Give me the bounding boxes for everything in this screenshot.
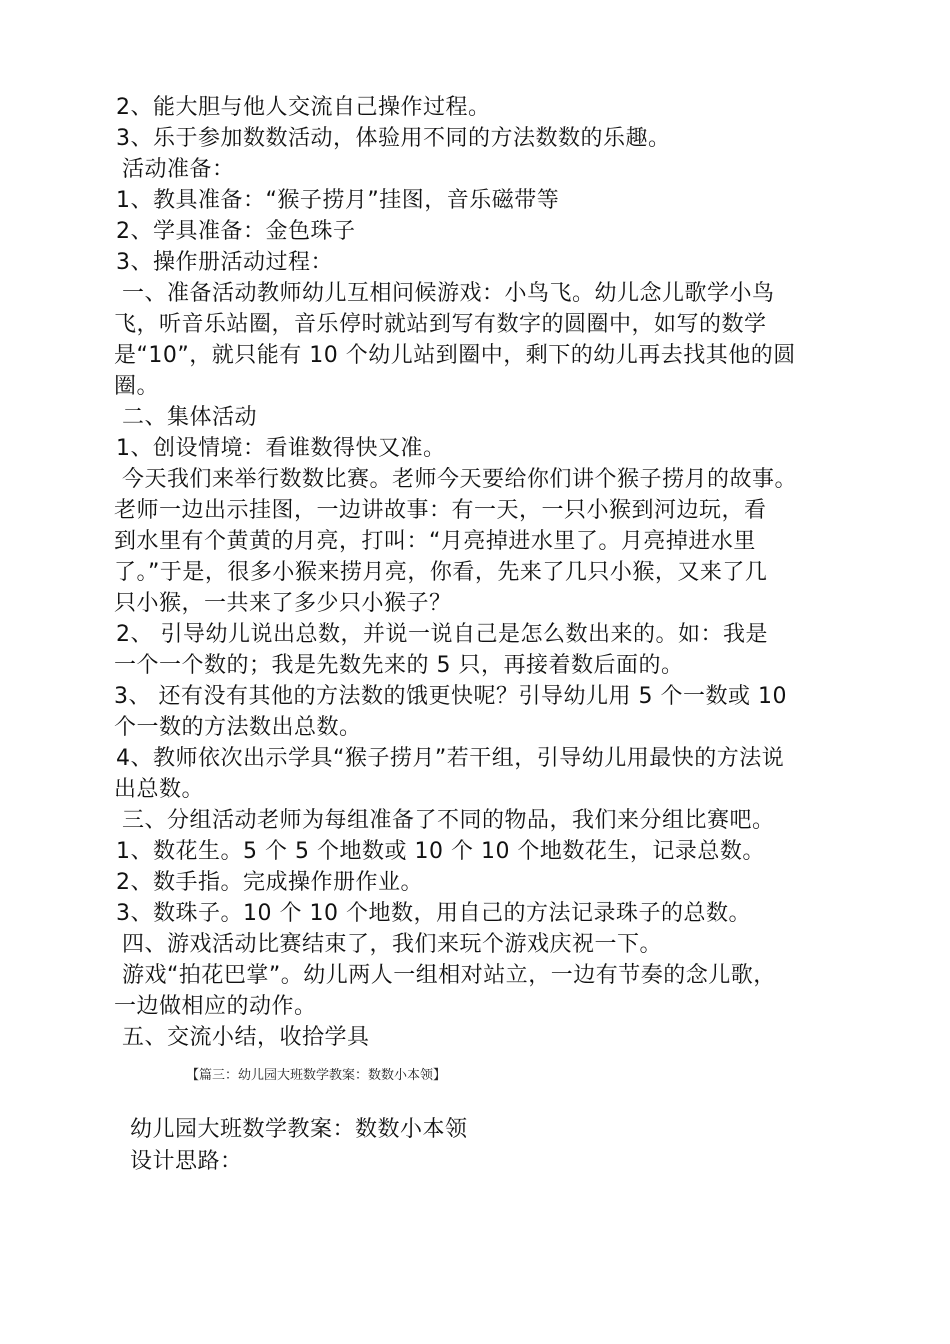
text-line: 1、创设情境：看谁数得快又准。 <box>116 436 446 461</box>
text-line: 到水里有个黄黄的月亮，打叫：“月亮掉进水里了。月亮掉进水里 <box>114 529 756 554</box>
text-line: 4、教师依次出示学具“猴子捞月”若干组，引导幼儿用最快的方法说 <box>116 746 785 771</box>
section-title: 幼儿园大班数学教案：数数小本领 <box>130 1117 468 1142</box>
text-line: 四、游戏活动比赛结束了，我们来玩个游戏庆祝一下。 <box>122 932 663 957</box>
text-line: 3、 还有没有其他的方法数的饿更快呢？引导幼儿用 5 个一数或 10 <box>114 684 787 709</box>
text-line: 游戏“拍花巴掌”。幼儿两人一组相对站立，一边有节奏的念儿歌， <box>122 963 776 988</box>
text-line: 了。”于是，很多小猴来捞月亮，你看，先来了几只小猴，又来了几 <box>114 560 768 585</box>
text-line: 2、学具准备：金色珠子 <box>116 219 356 244</box>
text-line: 一、准备活动教师幼儿互相问候游戏：小鸟飞。幼儿念儿歌学小鸟 <box>122 281 775 306</box>
text-line: 3、数珠子。10 个 10 个地数，用自己的方法记录珠子的总数。 <box>116 901 751 926</box>
text-line: 三、分组活动老师为每组准备了不同的物品，我们来分组比赛吧。 <box>122 808 775 833</box>
next-section <box>130 1114 468 1178</box>
text-line: 1、教具准备：“猴子捞月”挂图，音乐磁带等 <box>116 188 560 213</box>
text-line: 只小猴，一共来了多少只小猴子？ <box>114 591 452 616</box>
text-line: 出总数。 <box>114 777 205 802</box>
text-line: 圈。 <box>114 374 160 399</box>
text-line: 今天我们来举行数数比赛。老师今天要给你们讲个猴子捞月的故事。 <box>122 467 798 492</box>
text-line: 个一数的方法数出总数。 <box>114 715 362 740</box>
text-line: 活动准备： <box>122 157 235 182</box>
text-line: 飞，听音乐站圈，音乐停时就站到写有数字的圆圈中，如写的数学 <box>114 312 767 337</box>
text-line: 2、 引导幼儿说出总数，并说一说自己是怎么数出来的。如：我是 <box>116 622 768 647</box>
text-line: 3、操作册活动过程： <box>116 250 333 275</box>
text-line: 五、交流小结，收拾学具 <box>122 1025 370 1050</box>
text-line: 3、乐于参加数数活动，体验用不同的方法数数的乐趣。 <box>116 126 671 151</box>
text-line: 2、数手指。完成操作册作业。 <box>116 870 423 895</box>
text-line: 是“10”，就只能有 10 个幼儿站到圈中，剩下的幼儿再去找其他的圆 <box>114 343 796 368</box>
text-line: 一个一个数的；我是先数先来的 5 只，再接着数后面的。 <box>114 653 684 678</box>
section-caption: 【篇三：幼儿园大班数学教案：数数小本领】 <box>186 1068 447 1083</box>
text-line: 1、数花生。5 个 5 个地数或 10 个 10 个地数花生，记录总数。 <box>116 839 765 864</box>
text-line: 一边做相应的动作。 <box>114 994 317 1019</box>
text-line: 2、能大胆与他人交流自己操作过程。 <box>116 95 491 120</box>
text-line: 老师一边出示挂图，一边讲故事：有一天，一只小猴到河边玩，看 <box>114 498 767 523</box>
text-line: 二、集体活动 <box>122 405 258 430</box>
section-subheading: 设计思路： <box>130 1149 243 1174</box>
body-text <box>116 92 836 1053</box>
